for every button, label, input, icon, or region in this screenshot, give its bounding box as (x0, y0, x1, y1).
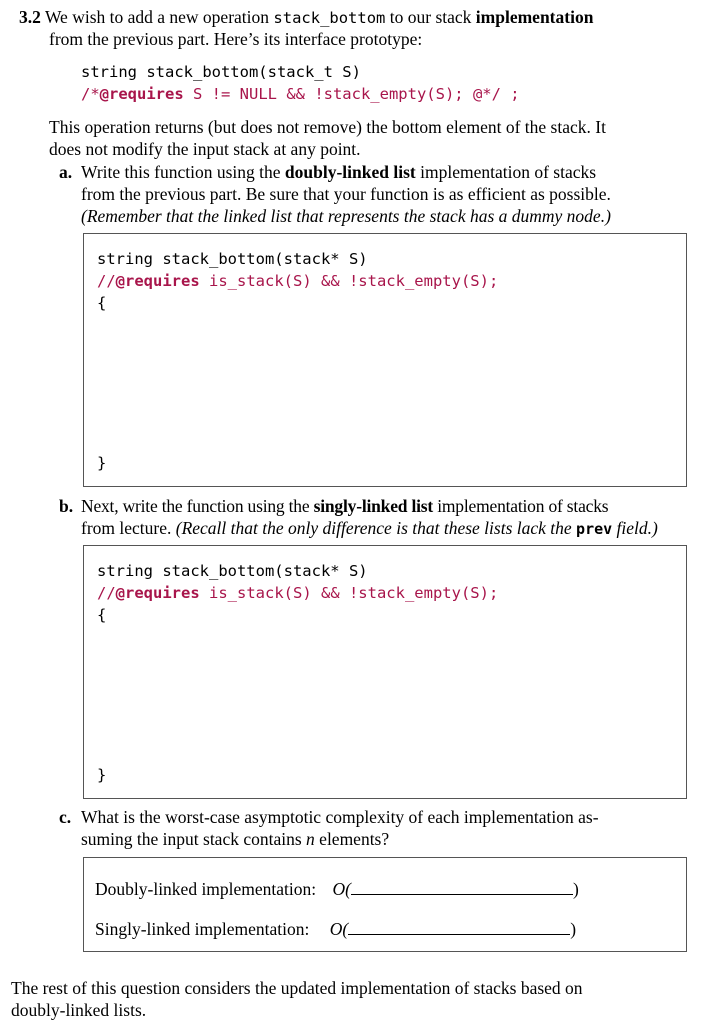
part-c-line-2: suming the input stack contains n elements? (81, 829, 390, 849)
part-b-label: b. (59, 496, 74, 516)
singly-complexity-row: Singly-linked implementation: O( ) (95, 919, 577, 939)
part-a-line-2: from the previous part. Be sure that your function is as efficient as possible. (81, 184, 611, 204)
close-brace: } (97, 766, 107, 784)
part-c-label: c. (59, 807, 72, 827)
part-a-line-1: Write this function using the doubly-linked list implementation of stacks (81, 162, 597, 182)
part-b-answer-box[interactable]: string stack_bottom(stack* S) //@requires is_stack(S) && !stack_empty(S); { } (83, 545, 687, 799)
doubly-answer-blank[interactable] (351, 880, 573, 895)
page: 3.2 We wish to add a new operation stack_bottom to our stack implementation from the previous part. Here’s its interface prototype: string stack_bottom(stack_t S) /*@requires S != NULL && !stack_empty(S); @*/ ; This operation returns (but does not remove) the bottom element of the stack. It does not modify the input stack at any point. a. Write this function using the doubly-linked list implementation of stacks from the previous part. Be sure that your function is as efficient as possible. (Remember that the linked list that represents the stack has a dummy node.) string stack_bottom(stack* S) //@requires is_stack(S) && !stack_empty(S); { } b. Next, write the function using the singly-linked list implementation of stacks from lecture. (Recall that the only difference is that these lists lack the prev field.) string stack_bottom(stack* S) //@requires is_stack(S) && !stack_empty(S); { } c. What is the worst-case asymptotic complexity of each implementation as- suming the input stack contains n elements? Doubly-linked implementation: O( ) Singly-linked implementation: O( ) The rest of this question considers the updated implementation of stacks based on doubly-linked lists. (0, 0, 713, 1024)
footer-line-1: The rest of this question considers the updated implementation of stacks based on (11, 978, 583, 998)
part-b-line-2: from lecture. (Recall that the only difference is that these lists lack the prev field.) (81, 518, 658, 538)
close-brace: } (97, 454, 107, 472)
prototype-line-1: string stack_bottom(stack_t S) (81, 63, 361, 81)
question-number: 3.2 (19, 7, 41, 27)
description-line-1: This operation returns (but does not remove) the bottom element of the stack. It (49, 117, 606, 137)
footer-line-2: doubly-linked lists. (11, 1000, 147, 1020)
part-a-label: a. (59, 162, 73, 182)
prototype-line-2: /*@requires S != NULL && !stack_empty(S); @*/ ; (81, 85, 520, 103)
description-line-2: does not modify the input stack at any point. (49, 139, 361, 159)
part-c-answer-box (83, 857, 687, 952)
doubly-complexity-row: Doubly-linked implementation: O( ) (95, 879, 579, 899)
part-b-line-1: Next, write the function using the singly-linked list implementation of stacks (81, 496, 609, 516)
singly-answer-blank[interactable] (348, 920, 570, 935)
part-a-note: (Remember that the linked list that represents the stack has a dummy node.) (81, 206, 611, 226)
question-intro: 3.2 We wish to add a new operation stack_bottom to our stack implementation (19, 7, 594, 27)
open-brace: { (97, 606, 107, 624)
open-brace: { (97, 294, 107, 312)
part-a-answer-box[interactable]: string stack_bottom(stack* S) //@requires is_stack(S) && !stack_empty(S); { } (83, 233, 687, 487)
op-name: stack_bottom (273, 9, 386, 27)
part-c-line-1: What is the worst-case asymptotic complexity of each implementation as- (81, 807, 599, 827)
